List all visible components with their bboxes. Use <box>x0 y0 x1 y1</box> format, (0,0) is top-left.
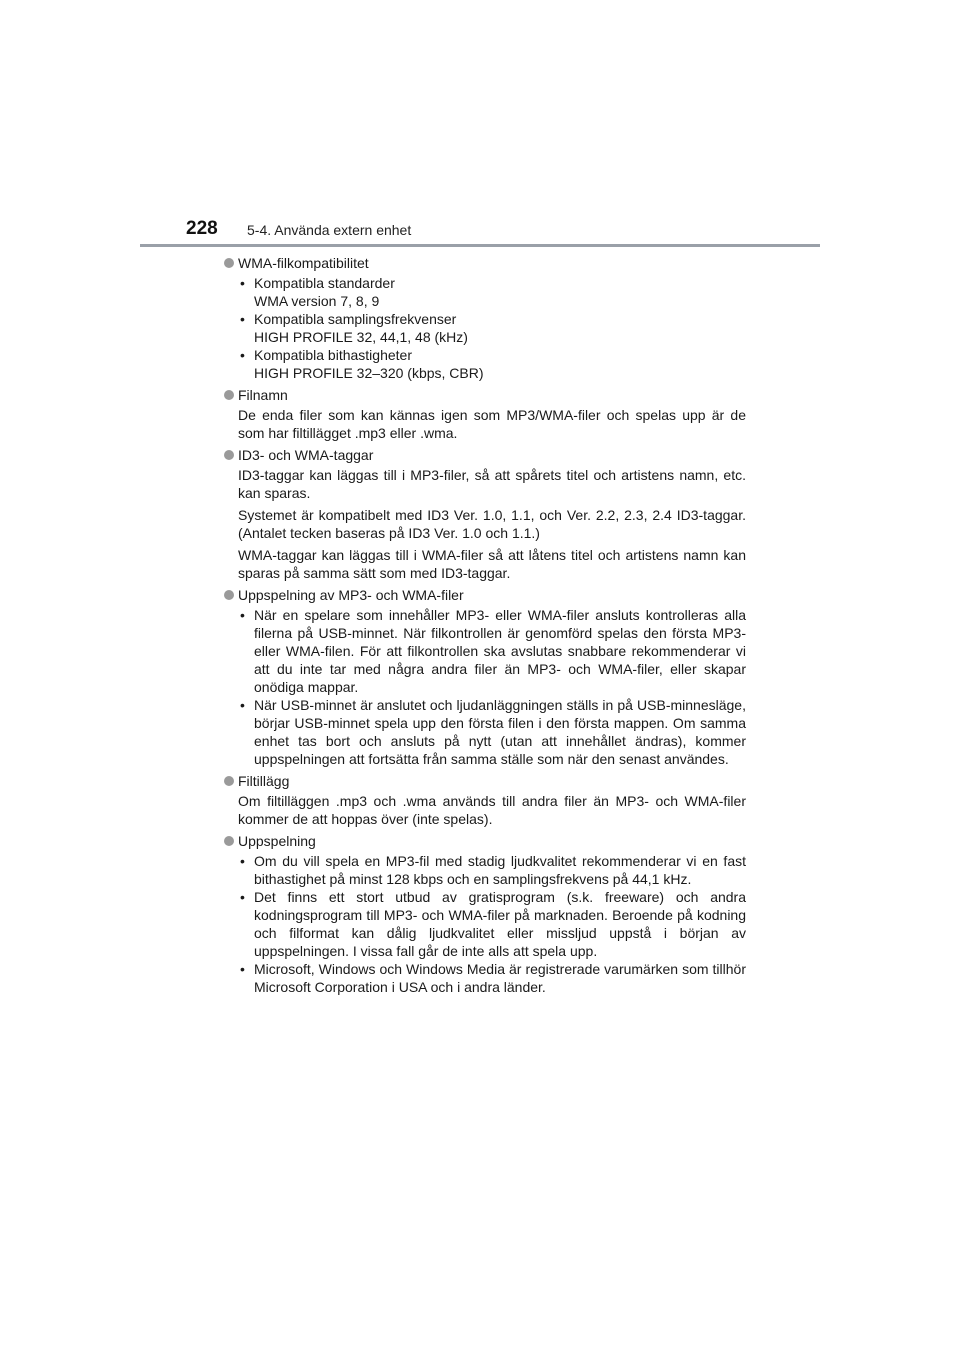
topic-wma-compatibility <box>224 254 746 272</box>
topic-title: Uppspelning av MP3- och WMA-filer <box>238 587 464 603</box>
topic-playback-mp3-wma <box>224 586 746 604</box>
topic-filename <box>224 386 746 404</box>
paragraph: Om filtilläggen .mp3 och .wma används till andra filer än MP3- och WMA-filer kommer de att hoppas över (inte spelas). <box>238 793 746 827</box>
list-item: • När en spelare som innehåller MP3- eller WMA-filer ansluts kontrolleras alla filerna på USB-minnet. När filkontrollen är genomförd spelas den första MP3- eller WMA-filen. För att filkontrollen ska avslutas snabbare rekommenderar vi att du inte tar med några andra filer än MP3- och WMA-filer, eller skapar onödiga mappar. <box>240 607 746 695</box>
header-rule <box>140 244 820 247</box>
topic-bullet-icon <box>224 836 234 846</box>
page-content <box>224 254 746 996</box>
topic-title: WMA-filkompatibilitet <box>238 255 369 271</box>
paragraph: WMA-taggar kan läggas till i WMA-filer så att låtens titel och artistens namn kan sparas på samma sätt som med ID3-taggar. <box>238 547 746 581</box>
topic-title: Uppspelning <box>238 833 316 849</box>
list-item: • Om du vill spela en MP3-fil med stadig ljudkvalitet rekommenderar vi en fast bithastighet på minst 128 kbps och en samplingsfrekvens på 44,1 kHz. <box>240 853 746 887</box>
topic-playback <box>224 832 746 850</box>
topic-title: Filtillägg <box>238 773 290 789</box>
page-number: 228 <box>186 218 218 239</box>
topic-bullet-icon <box>224 258 234 268</box>
topic-bullet-icon <box>224 776 234 786</box>
topic-title: Filnamn <box>238 387 288 403</box>
list-item: • Kompatibla standarder WMA version 7, 8, 9 <box>240 275 395 309</box>
topic-bullet-icon <box>224 450 234 460</box>
topic-bullet-icon <box>224 390 234 400</box>
list-item: • Kompatibla samplingsfrekvenser HIGH PROFILE 32, 44,1, 48 (kHz) <box>240 311 468 345</box>
list-item: • Det finns ett stort utbud av gratisprogram (s.k. freeware) och andra kodningsprogram till MP3- och WMA-filer på marknaden. Beroende på kodning och filformat kan dålig ljudkvalitet eller missljud uppstå i början av uppspelningen. I vissa fall går de inte alls att spela upp. <box>240 889 746 959</box>
paragraph: De enda filer som kan kännas igen som MP3/WMA-filer och spelas upp är de som har filtillägget .mp3 eller .wma. <box>238 407 746 441</box>
topic-file-extension <box>224 772 746 790</box>
bullet-list <box>224 606 746 768</box>
paragraph: Systemet är kompatibelt med ID3 Ver. 1.0, 1.1, och Ver. 2.2, 2.3, 2.4 ID3-taggar. (Antalet tecken baseras på ID3 Ver. 1.0 och 1.1.) <box>238 507 746 541</box>
list-item: • Kompatibla bithastigheter HIGH PROFILE 32–320 (kbps, CBR) <box>240 347 484 381</box>
topic-title: ID3- och WMA-taggar <box>238 447 374 463</box>
list-item: • När USB-minnet är anslutet och ljudanläggningen ställs in på USB-minnesläge, börjar USB-minnet spela upp den första filen i den första mappen. Om samma enhet tas bort och ansluts på nytt (utan att innehållet ändras), kommer uppspelningen att fortsätta från samma ställe som när den senast användes. <box>240 697 746 767</box>
section-title: 5-4. Använda extern enhet <box>247 222 412 238</box>
topic-bullet-icon <box>224 590 234 600</box>
bullet-list <box>224 852 746 996</box>
paragraph: ID3-taggar kan läggas till i MP3-filer, så att spårets titel och artistens namn, etc. kan sparas. <box>238 467 746 501</box>
bullet-list <box>224 274 746 382</box>
list-item: • Microsoft, Windows och Windows Media är registrerade varumärken som tillhör Microsoft Corporation i USA och i andra länder. <box>240 961 746 995</box>
topic-id3-wma-tags <box>224 446 746 464</box>
